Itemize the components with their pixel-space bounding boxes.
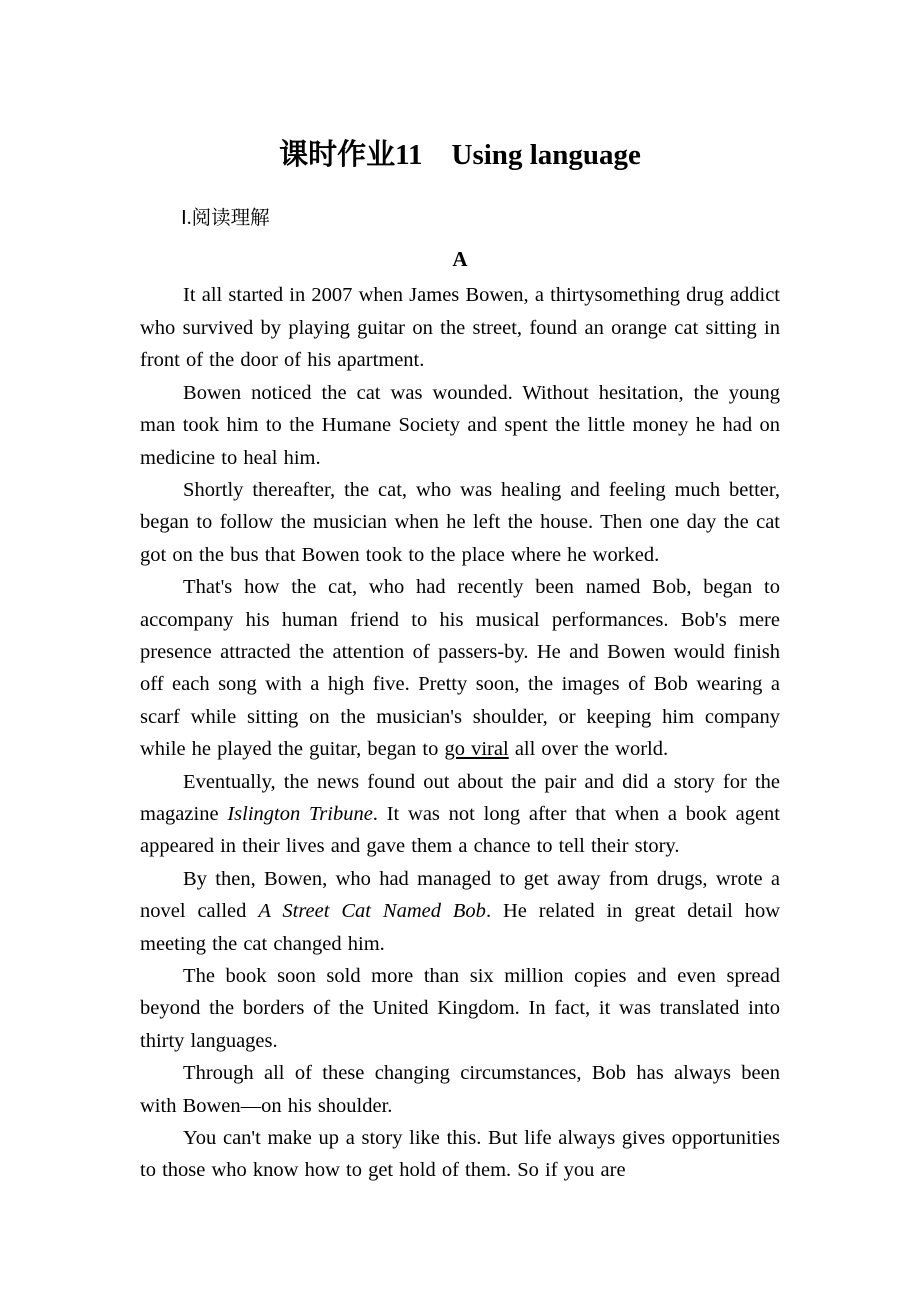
paragraph [140, 863, 780, 960]
page-title: 课时作业11 Using language [279, 139, 641, 171]
italic-text: Islington Tribune [227, 802, 373, 825]
text-run: You can't make up a story like this. But life always gives opportunities to those who know how to get hold of them. So if you are [140, 1127, 780, 1182]
section-label-reading-comprehension: Ⅰ.阅读理解 [180, 207, 270, 229]
text-run: The book soon sold more than six million copies and even spread beyond the borders of the United Kingdom. In fact, it was translated into thirty languages. [140, 965, 780, 1052]
paragraph [140, 960, 780, 1057]
text-run: . It was not long after that when a book agent appeared in their lives and gave them a chance to tell their story. [140, 802, 780, 858]
text-run: . He related in great detail how meeting the cat changed him. [140, 900, 780, 955]
paragraph [140, 766, 780, 863]
italic-text: A Street Cat Named Bob [258, 900, 486, 923]
paragraph [140, 1122, 780, 1187]
paragraph [140, 1057, 780, 1122]
paragraph [140, 474, 780, 571]
text-run: Shortly thereafter, the cat, who was healing and feeling much better, began to follow the musician when he left the house. Then one day the cat got on the bus that Bowen took to the place where he worked. [140, 478, 780, 566]
text-run: By then, Bowen, who had managed to get away from drugs, wrote a novel called [140, 867, 780, 923]
paragraph [140, 279, 780, 376]
text-run: Through all of these changing circumstances, Bob has always been with Bowen—on his shoulder. [140, 1062, 780, 1117]
passage-label-a: A [452, 246, 468, 271]
underlined-text: go viral [444, 738, 509, 761]
text-run: Bowen noticed the cat was wounded. Without hesitation, the young man took him to the Humane Society and spent the little money he had on medicine to heal him. [140, 381, 780, 469]
text-run: Eventually, the news found out about the pair and did a story for the magazine [140, 770, 780, 825]
text-run: It all started in 2007 when James Bowen, a thirtysomething drug addict who survived by playing guitar on the street, found an orange cat sitting in front of the door of his apartment. [140, 284, 780, 372]
text-run: all over the world. [508, 738, 669, 761]
text-run: That's how the cat, who had recently been named Bob, began to accompany his human friend to his musical performances. Bob's mere presence attracted the attention of passers-by. He and Bowen would finish off each song with a high five. Pretty soon, the images of Bob wearing a scarf while sitting on the musician's shoulder, or keeping him company while he played the guitar, began to [140, 576, 780, 761]
paragraph [140, 571, 780, 765]
passage-body [140, 279, 780, 1186]
paragraph [140, 377, 780, 474]
